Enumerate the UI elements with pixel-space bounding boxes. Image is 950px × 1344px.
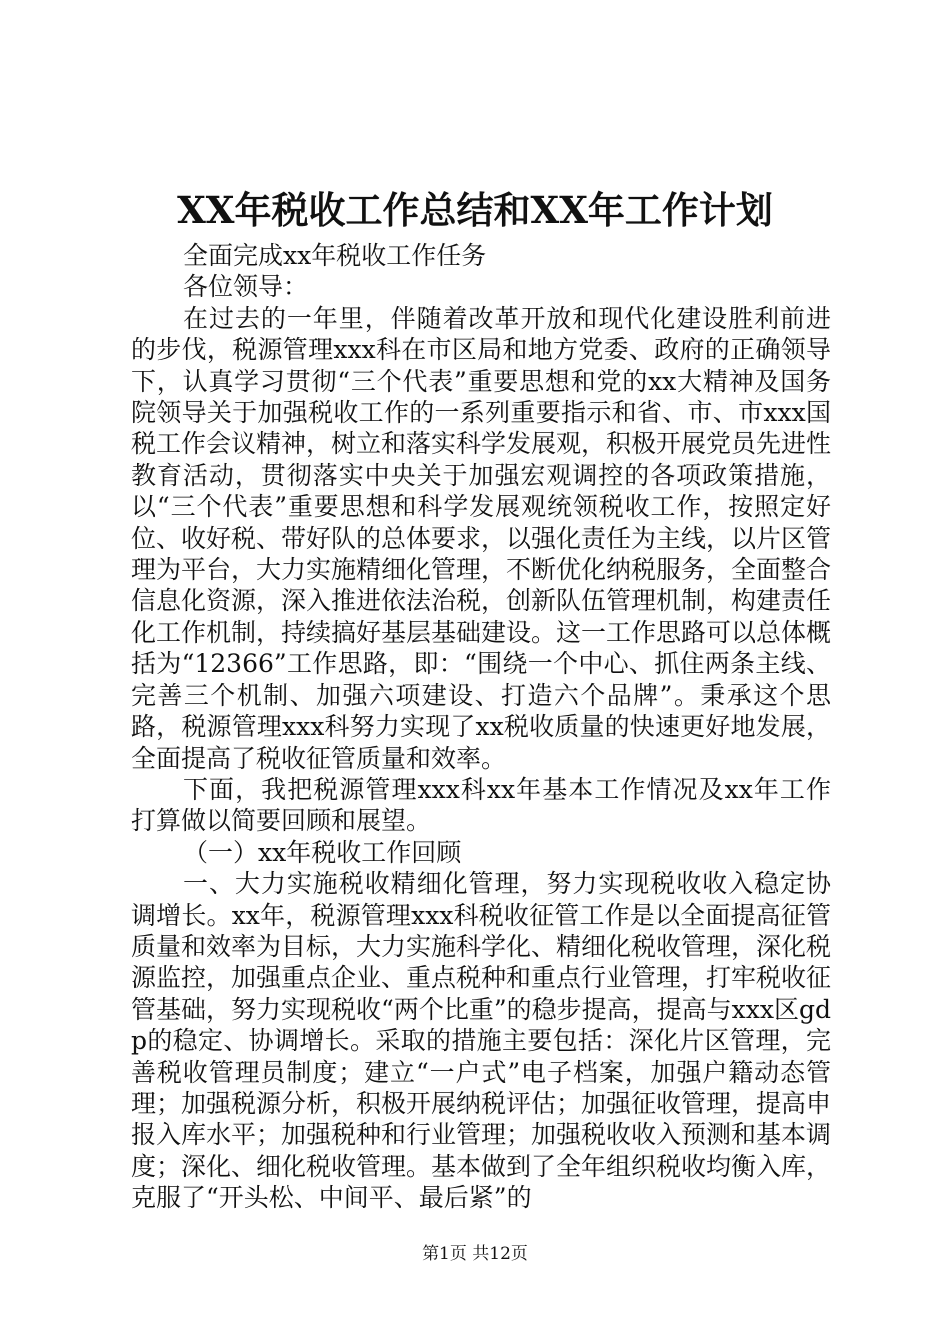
paragraph-item-one: 一、大力实施税收精细化管理，努力实现税收收入稳定协调增长。xx年，税源管理xxx科税收征管工作是以全面提高征管质量和效率为目标，大力实施科学化、精细化税收管理，深化税源监控，加强重点企业、重点税种和重点行业管理，打牢税收征管基础，努力实现税收“两个比重”的稳步提高，提高与xxx区gdp的稳定、协调增长。采取的措施主要包括：深化片区管理，完善税收管理员制度；建立“一户式”电子档案，加强户籍动态管理；加强税源分析，积极开展纳税评估；加强征收管理，提高申报入库水平；加强税种和行业管理；加强税收收入预测和基本调度；深化、细化税收管理。基本做到了全年组织税收均衡入库，克服了“开头松、中间平、最后紧”的 — [131, 869, 832, 1213]
section-heading-review: （一）xx年税收工作回顾 — [183, 837, 462, 867]
page-footer: 第1页 共12页 — [422, 1244, 528, 1264]
paragraph-overview: 下面，我把税源管理xxx科xx年基本工作情况及xx年工作打算做以简要回顾和展望。 — [131, 774, 831, 836]
paragraph-intro: 在过去的一年里，伴随着改革开放和现代化建设胜利前进的步伐，税源管理xxx科在市区局和地方党委、政府的正确领导下，认真学习贯彻“三个代表”重要思想和党的xx大精神及国务院领导关于加强税收工作的一系列重要指示和省、市、市xxx国税工作会议精神，树立和落实科学发展观，积极开展党员先进性教育活动，贯彻落实中央关于加强宏观调控的各项政策措施，以“三个代表”重要思想和科学发展观统领税收工作，按照定好位、收好税、带好队的总体要求，以强化责任为主线，以片区管理为平台，大力实施精细化管理，不断优化纳税服务，全面整合信息化资源，深入推进依法治税，创新队伍管理机制，构建责任化工作机制，持续搞好基层基础建设。这一工作思路可以总体概括为“12366”工作思路，即：“围绕一个中心、抓住两条主线、完善三个机制、加强六项建设、打造六个品牌”。秉承这个思路，税源管理xxx科努力实现了xx税收质量的快速更好地发展，全面提高了税收征管质量和效率。 — [131, 303, 832, 773]
document-title: XX年税收工作总结和XX年工作计划 — [177, 188, 773, 232]
paragraph-salutation: 各位领导： — [183, 272, 309, 302]
paragraph-subtitle: 全面完成xx年税收工作任务 — [183, 241, 487, 270]
document-body — [131, 240, 831, 1214]
